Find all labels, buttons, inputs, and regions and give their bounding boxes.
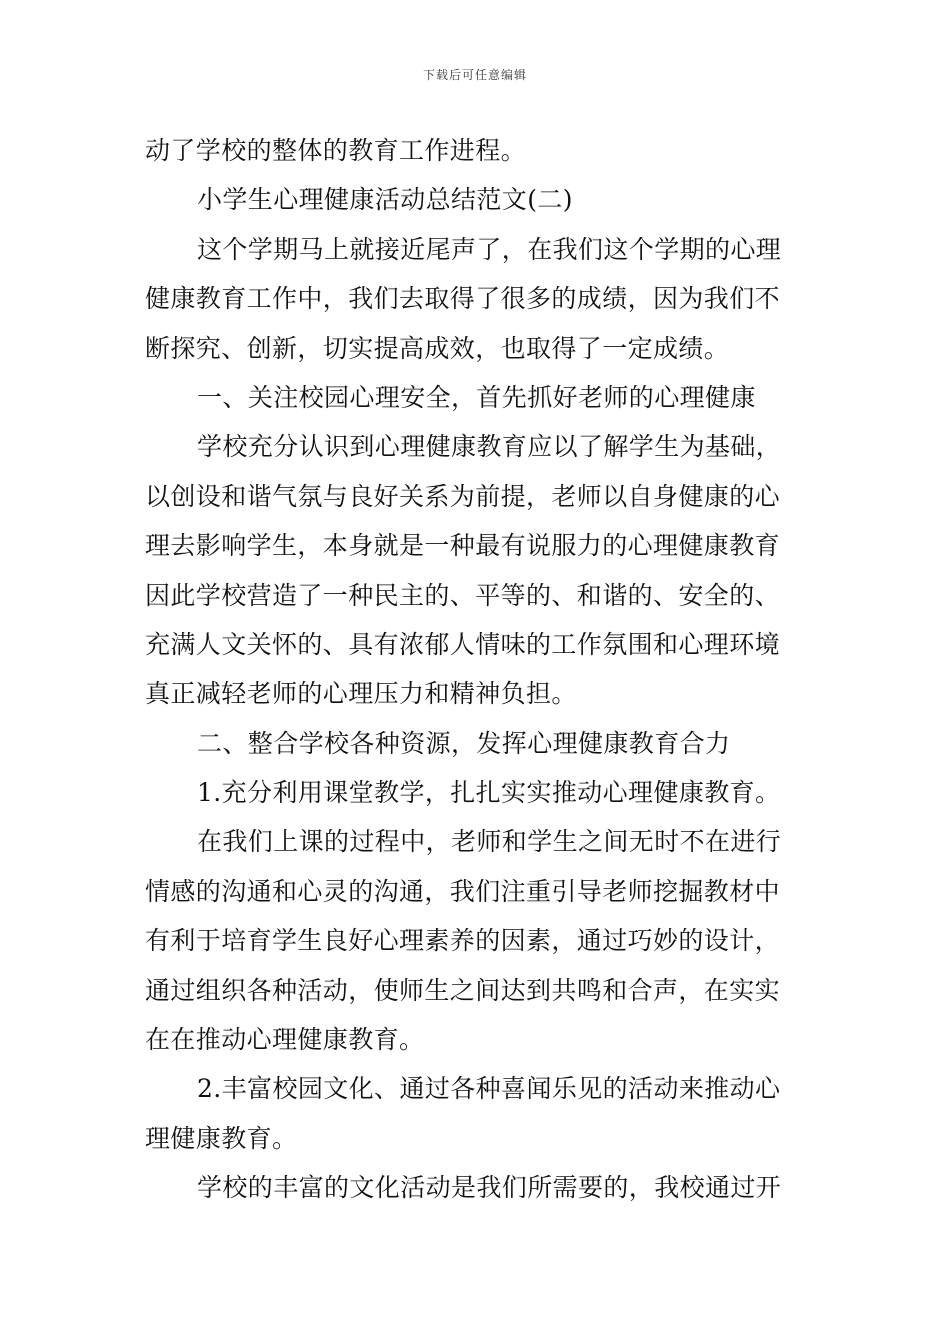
- text-line: 情感的沟通和心灵的沟通，我们注重引导老师挖掘教材中: [145, 876, 781, 906]
- text-line: 1.充分利用课堂教学，扎扎实实推动心理健康教育。: [197, 778, 781, 808]
- text-line: 学校的丰富的文化活动是我们所需要的，我校通过开: [197, 1173, 782, 1203]
- text-line: 学校充分认识到心理健康教育应以了解学生为基础，: [197, 432, 782, 462]
- text-line: 通过组织各种活动，使师生之间达到共鸣和合声，在实实: [145, 975, 781, 1005]
- text-line: 以创设和谐气氛与良好关系为前提，老师以自身健康的心: [145, 481, 781, 511]
- text-line: 充满人文关怀的、具有浓郁人情味的工作氛围和心理环境: [145, 629, 781, 659]
- text-line: 在我们上课的过程中，老师和学生之间无时不在进行: [197, 827, 782, 857]
- text-line: 一、关注校园心理安全，首先抓好老师的心理健康: [197, 382, 756, 412]
- text-line: 2.丰富校园文化、通过各种喜闻乐见的活动来推动心: [197, 1074, 781, 1104]
- text-line: 真正减轻老师的心理压力和精神负担。: [145, 679, 577, 709]
- text-line: 有利于培育学生良好心理素养的因素，通过巧妙的设计，: [145, 926, 781, 956]
- text-line: 小学生心理健康活动总结范文(二): [197, 185, 573, 215]
- text-line: 健康教育工作中，我们去取得了很多的成绩，因为我们不: [145, 284, 781, 314]
- document-body: [145, 126, 810, 1213]
- page-header-note: 下载后可任意编辑: [422, 68, 527, 82]
- text-line: 因此学校营造了一种民主的、平等的、和谐的、安全的、: [145, 580, 781, 610]
- text-line: 动了学校的整体的教育工作进程。: [145, 136, 527, 165]
- text-line: 断探究、创新，切实提高成效，也取得了一定成绩。: [145, 333, 730, 363]
- text-line: 在在推动心理健康教育。: [145, 1025, 425, 1055]
- text-line: 这个学期马上就接近尾声了，在我们这个学期的心理: [197, 234, 782, 264]
- text-line: 二、整合学校各种资源，发挥心理健康教育合力: [197, 728, 731, 758]
- text-line: 理健康教育。: [145, 1123, 298, 1153]
- text-line: 理去影响学生，本身就是一种最有说服力的心理健康教育: [145, 531, 781, 561]
